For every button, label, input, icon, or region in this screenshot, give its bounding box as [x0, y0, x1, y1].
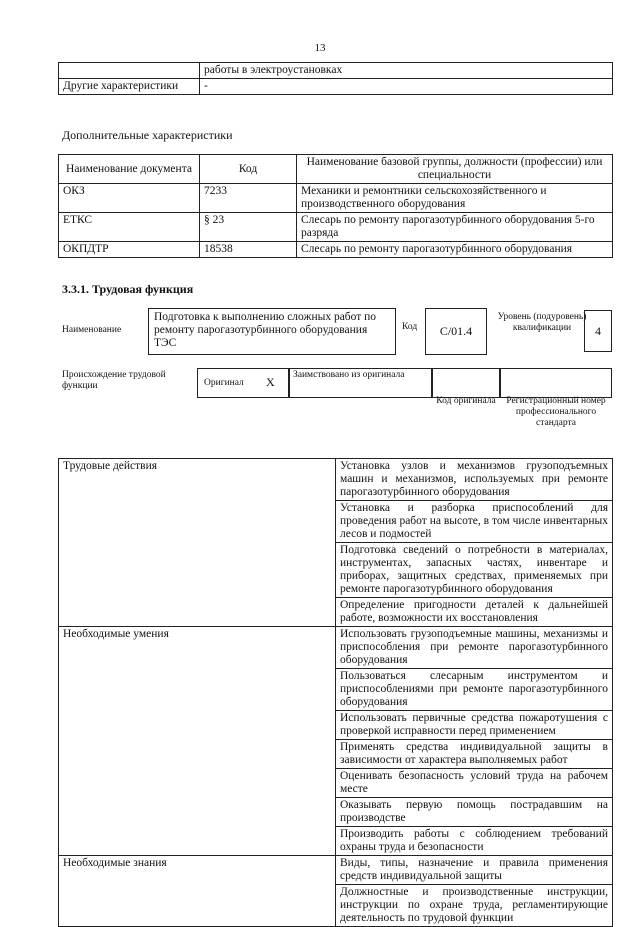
original-label: Оригинал	[204, 378, 244, 388]
level-label: Уровень (подуровень) квалификации	[497, 312, 587, 333]
table-row	[59, 213, 613, 242]
original-cell	[197, 368, 289, 398]
table-row	[59, 79, 613, 95]
table-cell: Оценивать безопасность условий труда на рабочем месте	[336, 769, 613, 798]
table-cell: ОКПДТР	[59, 242, 200, 258]
column-header: Наименование документа	[59, 155, 200, 184]
top-table	[58, 62, 613, 95]
column-header: Код	[200, 155, 297, 184]
function-name-box: Подготовка к выполнению сложных работ по ремонту парогазотурбинного оборудования ТЭС	[148, 308, 396, 355]
table-cell: ОКЗ	[59, 184, 200, 213]
table-cell: Пользоваться слесарным инструментом и приспособлениями при ремонте парогазотурбинного оборудования	[336, 669, 613, 711]
borrowed-label: Заимствовано из оригинала	[293, 370, 405, 380]
table-cell: Использовать первичные средства пожаротушения с проверкой исправности перед применением	[336, 711, 613, 740]
table-cell: 7233	[200, 184, 297, 213]
code-original-label: Код оригинала	[436, 396, 496, 406]
details-table	[58, 458, 613, 927]
table-cell: Подготовка сведений о потребности в материалах, инструментах, запасных частях, инвентаре и приборах, защитных средствах, применяемых при ремонте парогазотурбинного оборудования	[336, 543, 613, 598]
table-row	[59, 459, 613, 501]
table-cell: Производить работы с соблюдением требований охраны труда и безопасности	[336, 827, 613, 856]
table-cell: 18538	[200, 242, 297, 258]
name-label: Наименование	[62, 325, 122, 335]
level-box: 4	[584, 310, 612, 352]
table-cell: Слесарь по ремонту парогазотурбинного оборудования	[297, 242, 613, 258]
table-row	[59, 63, 613, 79]
table-cell: ЕТКС	[59, 213, 200, 242]
table-cell: работы в электроустановках	[200, 63, 613, 79]
table-cell: Виды, типы, назначение и правила применения средств индивидуальной защиты	[336, 856, 613, 885]
table-cell: Слесарь по ремонту парогазотурбинного оборудования 5-го разряда	[297, 213, 613, 242]
column-header: Наименование базовой группы, должности (профессии) или специальности	[297, 155, 613, 184]
additional-table	[58, 154, 613, 258]
table-row	[59, 627, 613, 669]
code-original-cell	[432, 368, 500, 398]
reg-number-label: Регистрационный номер профессионального стандарта	[506, 396, 606, 428]
table-row	[59, 242, 613, 258]
table-cell: Должностные и производственные инструкции, инструкции по охране труда, регламентирующие деятельность по трудовой функции	[336, 885, 613, 927]
table-cell	[59, 63, 200, 79]
table-cell: Применять средства индивидуальной защиты в зависимости от характера выполняемых работ	[336, 740, 613, 769]
table-row	[59, 184, 613, 213]
table-cell: Использовать грузоподъемные машины, механизмы и приспособления при ремонте парогазотурбинного оборудования	[336, 627, 613, 669]
borrowed-cell	[289, 368, 432, 398]
table-cell: Другие характеристики	[59, 79, 200, 95]
section-title: 3.3.1. Трудовая функция	[62, 282, 194, 296]
table-row	[59, 856, 613, 885]
table-cell: Оказывать первую помощь пострадавшим на производстве	[336, 798, 613, 827]
code-label: Код	[402, 322, 418, 332]
origin-label: Происхождение трудовой функции	[62, 370, 166, 391]
table-cell: -	[200, 79, 613, 95]
table-cell: Механики и ремонтники сельскохозяйственного и производственного оборудования	[297, 184, 613, 213]
actions-label: Трудовые действия	[59, 459, 336, 627]
table-header-row	[59, 155, 613, 184]
table-cell: Определение пригодности деталей к дальнейшей работе, возможности их восстановления	[336, 598, 613, 627]
table-cell: Установка и разборка приспособлений для проведения работ на высоте, в том числе инвентарных лесов и подмостей	[336, 501, 613, 543]
knowledge-label: Необходимые знания	[59, 856, 336, 927]
table-cell: § 23	[200, 213, 297, 242]
original-mark: X	[266, 375, 275, 389]
table-cell: Установка узлов и механизмов грузоподъемных машин и механизмов, используемых при ремонте парогазотурбинного оборудования	[336, 459, 613, 501]
additional-heading: Дополнительные характеристики	[62, 128, 233, 142]
function-code-box: С/01.4	[425, 308, 487, 355]
page-number: 13	[314, 42, 326, 54]
reg-number-cell	[500, 368, 612, 398]
skills-label: Необходимые умения	[59, 627, 336, 856]
